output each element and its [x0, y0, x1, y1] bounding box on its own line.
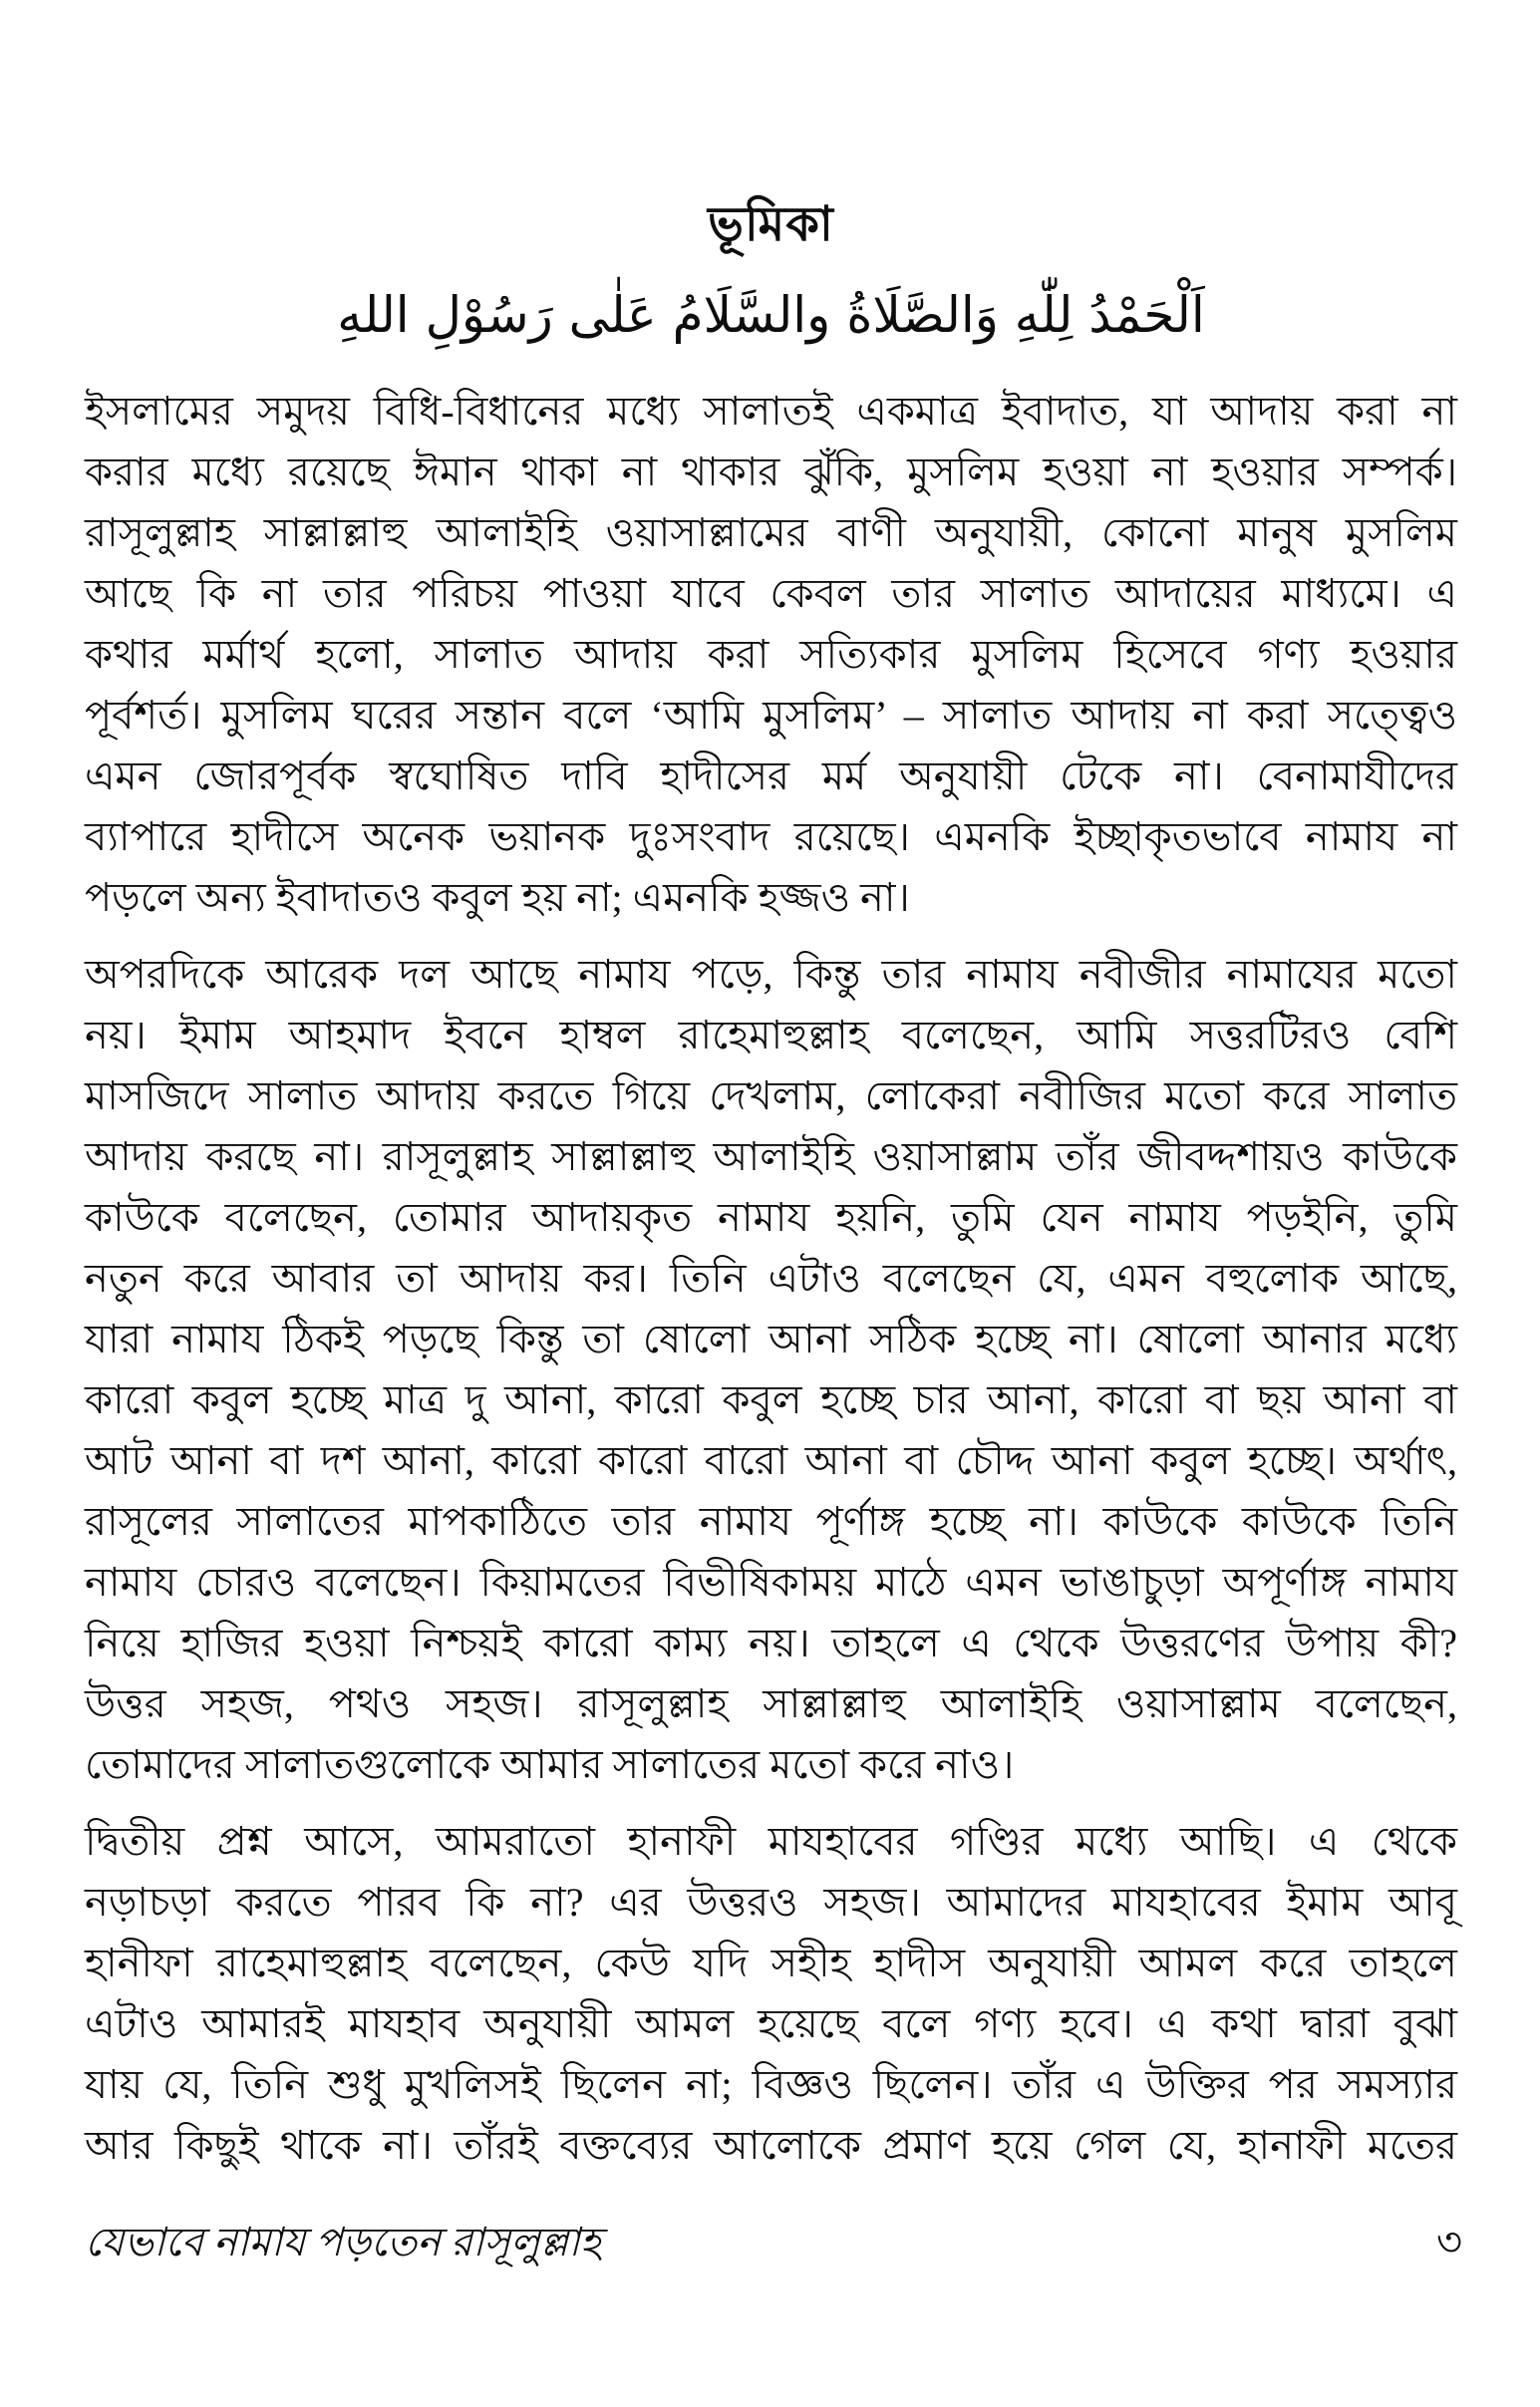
body-line: নামায চোরও বলেছেন। কিয়ামতের বিভীষিকাময় মাঠে এমন ভাঙাচুড়া অপূর্ণাঙ্গ নামায [85, 1560, 1457, 1605]
body-line: হানীফা রাহেমাহুল্লাহ বলেছেন, কেউ যদি সহীহ হাদীস অনুযায়ী আমল করে তাহলে [85, 1941, 1457, 1985]
body-line: মাসজিদে সালাত আদায় করতে গিয়ে দেখলাম, লোকেরা নবীজির মতো করে সালাত [85, 1073, 1457, 1118]
body-line: আর কিছুই থাকে না। তাঁরই বক্তব্যের আলোকে প্রমাণ হয়ে গেল যে, হানাফী মতের [85, 2123, 1457, 2168]
body-line: কথার মর্মার্থ হলো, সালাত আদায় করা সত্যিকার মুসলিম হিসেবে গণ্য হওয়ার [85, 632, 1457, 677]
arabic-invocation: اَلْحَمْدُ لِلّٰهِ وَالصَّلَاةُ والسَّلَامُ عَلٰى رَسُوْلِ اللهِ [337, 286, 1205, 344]
paragraph-3 [85, 1811, 1457, 2176]
body-line: এটাও আমারই মাযহাব অনুযায়ী আমল হয়েছে বলে গণ্য হবে। এ কথা দ্বারা বুঝা [85, 2001, 1457, 2046]
body-line: আট আনা বা দশ আনা, কারো কারো বারো আনা বা চৌদ্দ আনা কবুল হচ্ছে। অর্থাৎ, [85, 1438, 1457, 1483]
body-line: উত্তর সহজ, পথও সহজ। রাসূলুল্লাহ সাল্লাল্লাহু আলাইহি ওয়াসাল্লাম বলেছেন, [85, 1681, 1457, 1726]
paragraph-1 [85, 381, 1457, 928]
body-line: নড়াচড়া করতে পারব কি না? এর উত্তরও সহজ। আমাদের মাযহাবের ইমাম আবূ [85, 1880, 1457, 1925]
chapter-title: ভূমিকা [708, 198, 834, 251]
body-line: রাসূলের সালাতের মাপকাঠিতে তার নামায পূর্ণাঙ্গ হচ্ছে না। কাউকে কাউকে তিনি [85, 1499, 1457, 1544]
paragraph-2 [85, 944, 1457, 1795]
body-line: তোমাদের সালাতগুলোকে আমার সালাতের মতো করে নাও। [85, 1742, 1015, 1787]
body-line: কারো কবুল হচ্ছে মাত্র দু আনা, কারো কবুল হচ্ছে চার আনা, কারো বা ছয় আনা বা [85, 1377, 1457, 1422]
body-line: যায় যে, তিনি শুধু মুখলিসই ছিলেন না; বিজ্ঞও ছিলেন। তাঁর এ উক্তির পর সমস্যার [85, 2062, 1457, 2107]
body-line: নিয়ে হাজির হওয়া নিশ্চয়ই কারো কাম্য নয়। তাহলে এ থেকে উত্তরণের উপায় কী? [85, 1621, 1457, 1665]
body-line: ব্যাপারে হাদীসে অনেক ভয়ানক দুঃসংবাদ রয়েছে। এমনকি ইচ্ছাকৃতভাবে নামায না [85, 814, 1457, 859]
body-line: আছে কি না তার পরিচয় পাওয়া যাবে কেবল তার সালাত আদায়ের মাধ্যমে। এ [85, 571, 1457, 616]
page-footer [85, 2215, 1462, 2270]
body-line: করার মধ্যে রয়েছে ঈমান থাকা না থাকার ঝুঁকি, মুসলিম হওয়া না হওয়ার সম্পর্ক। [85, 450, 1457, 494]
body-line: নতুন করে আবার তা আদায় কর। তিনি এটাও বলেছেন যে, এমন বহুলোক আছে, [85, 1256, 1457, 1301]
body-line: এমন জোরপূর্বক স্বঘোষিত দাবি হাদীসের মর্ম অনুযায়ী টেকে না। বেনামাযীদের [85, 753, 1457, 798]
body-line: ইসলামের সমুদয় বিধি-বিধানের মধ্যে সালাতই একমাত্র ইবাদাত, যা আদায় করা না [85, 389, 1457, 434]
footer-book-title: যেভাবে নামায পড়তেন রাসূলুল্লাহ [85, 2220, 601, 2264]
body-line: অপরদিকে আরেক দল আছে নামায পড়ে, কিন্তু তার নামায নবীজীর নামাযের মতো [85, 952, 1457, 997]
body-line: কাউকে বলেছেন, তোমার আদায়কৃত নামায হয়নি, তুমি যেন নামায পড়ইনি, তুমি [85, 1195, 1457, 1240]
footer-page-number: ৩ [1435, 2220, 1462, 2264]
body-line: রাসূলুল্লাহ সাল্লাল্লাহু আলাইহি ওয়াসাল্লামের বাণী অনুযায়ী, কোনো মানুষ মুসলিম [85, 510, 1457, 555]
body-line: দ্বিতীয় প্রশ্ন আসে, আমরাতো হানাফী মাযহাবের গণ্ডির মধ্যে আছি। এ থেকে [85, 1819, 1457, 1864]
body-line: আদায় করছে না। রাসূলুল্লাহ সাল্লাল্লাহু আলাইহি ওয়াসাল্লাম তাঁর জীবদ্দশায়ও কাউকে [85, 1134, 1457, 1179]
body-line: নয়। ইমাম আহমাদ ইবনে হাম্বল রাহেমাহুল্লাহ বলেছেন, আমি সত্তরটিরও বেশি [85, 1013, 1457, 1057]
body-line: যারা নামায ঠিকই পড়ছে কিন্তু তা ষোলো আনা সঠিক হচ্ছে না। ষোলো আনার মধ্যে [85, 1317, 1457, 1361]
body-line: পড়লে অন্য ইবাদাতও কবুল হয় না; এমনকি হজ্জও না। [85, 875, 910, 920]
body-line: পূর্বশর্ত। মুসলিম ঘরের সন্তান বলে ‘আমি মুসলিম’ – সালাত আদায় না করা সত্ত্বেও [85, 693, 1457, 738]
body-text [85, 381, 1457, 2176]
